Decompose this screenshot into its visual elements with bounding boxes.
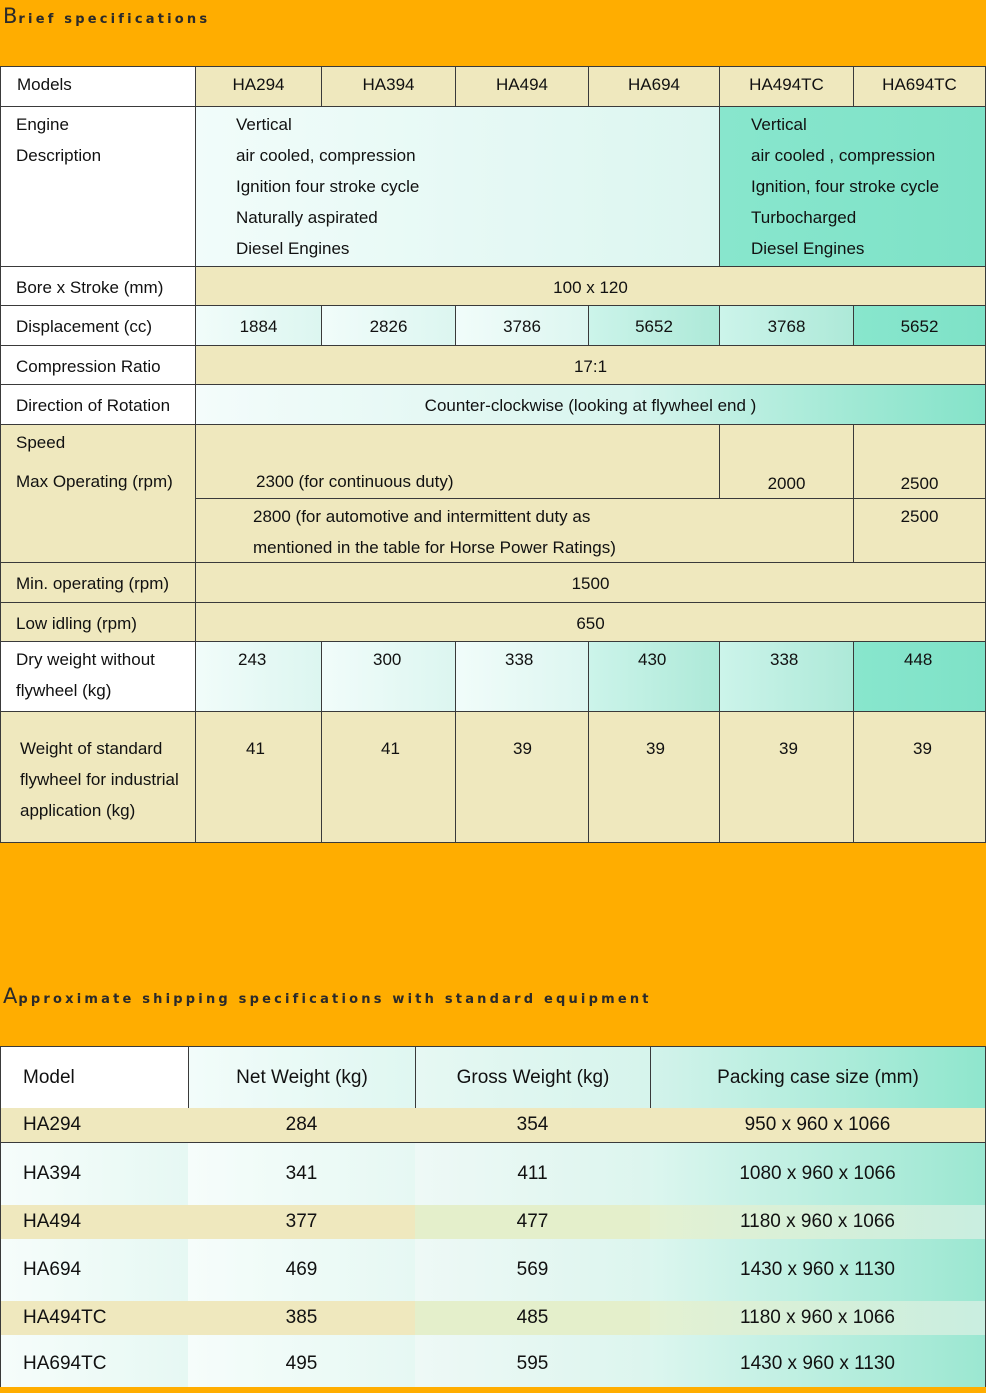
speed-ha694tc: 2500 <box>853 424 986 499</box>
shipping-row-net-weight: 377 <box>188 1205 416 1239</box>
speed-label-line1: Speed <box>16 433 66 452</box>
title-initial: B <box>3 4 19 28</box>
low-idling-label: Low idling (rpm) <box>0 602 196 642</box>
dry-weight-ha294 <box>195 641 322 712</box>
speed-automotive-line2: mentioned in the table for Horse Power Ratings) <box>253 538 616 557</box>
shipping-row-model: HA394 <box>0 1143 189 1205</box>
shipping-row-net-weight: 341 <box>188 1143 416 1205</box>
speed-continuous-text: 2300 (for continuous duty) <box>256 472 454 491</box>
shipping-row-gross-weight: 595 <box>415 1335 651 1387</box>
model-header-ha494tc: HA494TC <box>719 66 854 107</box>
displacement-ha694: 5652 <box>588 305 720 346</box>
brief-specifications-title <box>3 4 210 28</box>
shipping-specifications-title <box>3 984 652 1008</box>
flywheel-weight-value: 39 <box>513 739 532 758</box>
dry-weight-value: 300 <box>373 650 402 669</box>
low-idling-value: 650 <box>195 602 986 642</box>
engine-description-na <box>195 106 720 267</box>
shipping-header-packing-size: Packing case size (mm) <box>650 1046 986 1109</box>
model-header-ha494: HA494 <box>455 66 589 107</box>
shipping-row-net-weight: 385 <box>188 1301 416 1335</box>
shipping-row-gross-weight: 411 <box>415 1143 651 1205</box>
displacement-ha494tc: 3768 <box>719 305 854 346</box>
flywheel-weight-ha694tc <box>853 711 986 843</box>
flywheel-label-line3: application (kg) <box>20 801 136 820</box>
brief-specifications-table <box>0 66 986 843</box>
flywheel-weight-value: 41 <box>246 739 265 758</box>
speed-automotive-line1: 2800 (for automotive and intermittent duty as <box>253 507 591 526</box>
shipping-row-packing-size: 1080 x 960 x 1066 <box>650 1143 986 1205</box>
displacement-ha694tc: 5652 <box>853 305 986 346</box>
models-header: Models <box>0 66 196 107</box>
speed-automotive <box>195 498 854 563</box>
dry-weight-ha694tc <box>853 641 986 712</box>
title-initial: A <box>3 984 19 1008</box>
rotation-value: Counter-clockwise (looking at flywheel end ) <box>195 384 986 425</box>
rotation-label: Direction of Rotation <box>0 384 196 425</box>
shipping-row-model: HA694TC <box>0 1335 189 1387</box>
flywheel-weight-value: 39 <box>646 739 665 758</box>
compression-ratio-value: 17:1 <box>195 345 986 385</box>
displacement-ha394: 2826 <box>321 305 456 346</box>
engine-na-line: Naturally aspirated <box>236 208 378 227</box>
engine-tc-line: Ignition, four stroke cycle <box>751 177 940 196</box>
shipping-row-net-weight: 469 <box>188 1239 416 1301</box>
dry-weight-value: 448 <box>904 650 933 669</box>
dry-weight-value: 430 <box>638 650 667 669</box>
flywheel-weight-ha494 <box>455 711 589 843</box>
dry-weight-ha494 <box>455 641 589 712</box>
engine-na-line: air cooled, compression <box>236 146 416 165</box>
model-header-ha294: HA294 <box>195 66 322 107</box>
row-divider <box>0 1142 986 1143</box>
engine-na-line: Vertical <box>236 115 292 134</box>
dry-weight-ha394 <box>321 641 456 712</box>
flywheel-label-line1: Weight of standard <box>20 739 163 758</box>
model-header-ha694: HA694 <box>588 66 720 107</box>
shipping-row-net-weight: 284 <box>188 1108 416 1143</box>
shipping-row-packing-size: 1180 x 960 x 1066 <box>650 1205 986 1239</box>
bore-stroke-label: Bore x Stroke (mm) <box>0 266 196 306</box>
shipping-row-packing-size: 1430 x 960 x 1130 <box>650 1239 986 1301</box>
engine-tc-line: Turbocharged <box>751 208 857 227</box>
title-rest: rief specifications <box>18 12 211 27</box>
displacement-ha294: 1884 <box>195 305 322 346</box>
flywheel-label-line2: flywheel for industrial <box>20 770 179 789</box>
flywheel-weight-ha394 <box>321 711 456 843</box>
shipping-row-packing-size: 1180 x 960 x 1066 <box>650 1301 986 1335</box>
shipping-header-net-weight: Net Weight (kg) <box>188 1046 416 1109</box>
flywheel-weight-value: 39 <box>913 739 932 758</box>
flywheel-weight-label <box>0 711 196 843</box>
dry-weight-value: 243 <box>238 650 267 669</box>
dry-weight-label-line2: flywheel (kg) <box>16 681 112 700</box>
shipping-row-model: HA694 <box>0 1239 189 1301</box>
speed-ha494tc: 2000 <box>719 424 854 499</box>
shipping-row-packing-size: 950 x 960 x 1066 <box>650 1108 986 1143</box>
model-header-ha694tc: HA694TC <box>853 66 986 107</box>
speed-label <box>0 424 196 563</box>
bore-stroke-value: 100 x 120 <box>195 266 986 306</box>
shipping-row-gross-weight: 569 <box>415 1239 651 1301</box>
displacement-label: Displacement (cc) <box>0 305 196 346</box>
engine-label-line2: Description <box>16 146 102 165</box>
shipping-header-model: Model <box>0 1046 189 1109</box>
shipping-row-model: HA494TC <box>0 1301 189 1335</box>
engine-tc-line: air cooled , compression <box>751 146 936 165</box>
engine-tc-line: Diesel Engines <box>751 239 865 258</box>
shipping-row-gross-weight: 477 <box>415 1205 651 1239</box>
flywheel-weight-value: 41 <box>381 739 400 758</box>
engine-description-label <box>0 106 196 267</box>
engine-label-line1: Engine <box>16 115 69 134</box>
flywheel-weight-ha294 <box>195 711 322 843</box>
dry-weight-ha494tc <box>719 641 854 712</box>
dry-weight-value: 338 <box>505 650 534 669</box>
displacement-ha494: 3786 <box>455 305 589 346</box>
engine-na-line: Ignition four stroke cycle <box>236 177 420 196</box>
model-header-ha394: HA394 <box>321 66 456 107</box>
shipping-header-gross-weight: Gross Weight (kg) <box>415 1046 651 1109</box>
title-rest: pproximate shipping specifications with standard equipment <box>18 992 652 1007</box>
shipping-row-model: HA494 <box>0 1205 189 1239</box>
speed-continuous <box>195 424 720 499</box>
compression-ratio-label: Compression Ratio <box>0 345 196 385</box>
dry-weight-ha694 <box>588 641 720 712</box>
min-operating-label: Min. operating (rpm) <box>0 562 196 603</box>
flywheel-weight-value: 39 <box>779 739 798 758</box>
shipping-row-packing-size: 1430 x 960 x 1130 <box>650 1335 986 1387</box>
dry-weight-value: 338 <box>770 650 799 669</box>
speed-label-line2: Max Operating (rpm) <box>16 472 173 491</box>
engine-description-tc <box>719 106 986 267</box>
shipping-row-gross-weight: 485 <box>415 1301 651 1335</box>
dry-weight-label-line1: Dry weight without <box>16 650 155 669</box>
flywheel-weight-ha694 <box>588 711 720 843</box>
dry-weight-label <box>0 641 196 712</box>
shipping-row-gross-weight: 354 <box>415 1108 651 1143</box>
speed-automotive-tc: 2500 <box>853 498 986 563</box>
engine-tc-line: Vertical <box>751 115 807 134</box>
min-operating-value: 1500 <box>195 562 986 603</box>
shipping-row-net-weight: 495 <box>188 1335 416 1387</box>
flywheel-weight-ha494tc <box>719 711 854 843</box>
shipping-specifications-table <box>0 1046 986 1387</box>
shipping-row-model: HA294 <box>0 1108 189 1143</box>
engine-na-line: Diesel Engines <box>236 239 350 258</box>
